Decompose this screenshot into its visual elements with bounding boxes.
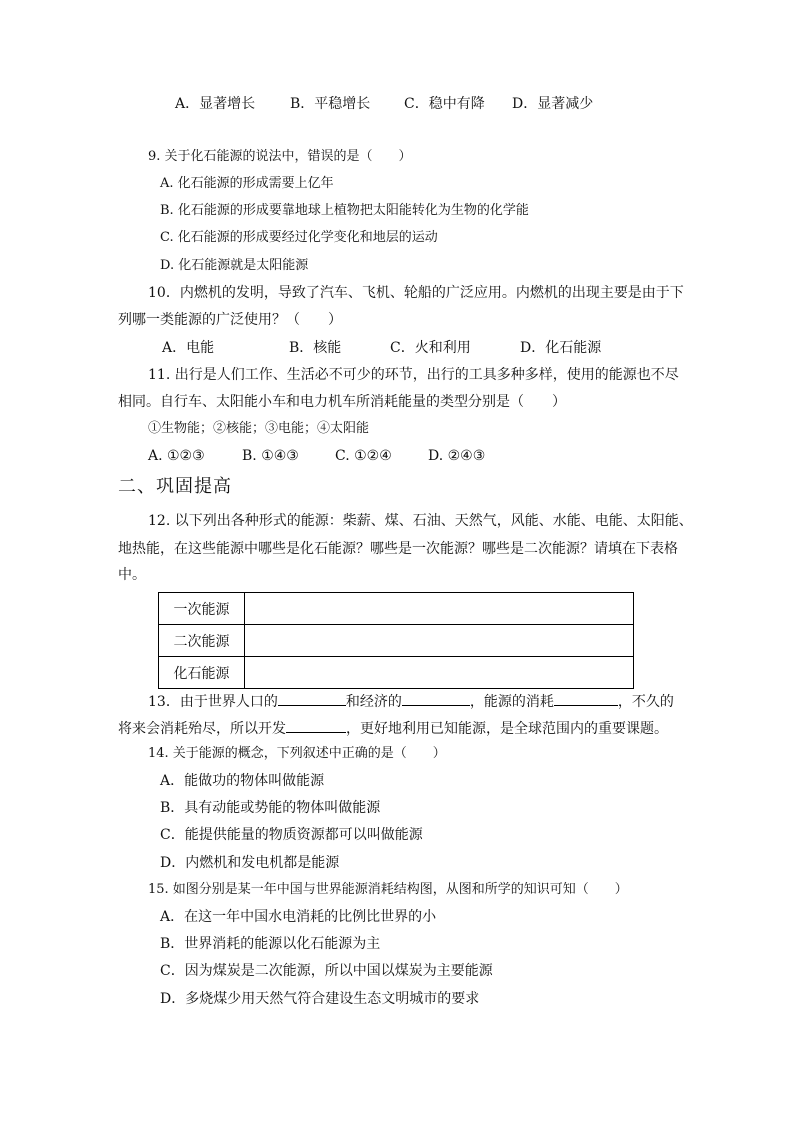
q13-part3: ，能源的消耗 bbox=[469, 694, 554, 710]
q13-blank-1[interactable] bbox=[278, 691, 346, 706]
q14-stem: 14. 关于能源的概念，下列叙述中正确的是（ ） bbox=[148, 746, 446, 761]
q15-option-d: D．多烧煤少用天然气符合建设生态文明城市的要求 bbox=[160, 991, 480, 1007]
q13-blank-4[interactable] bbox=[286, 718, 346, 733]
table-row bbox=[159, 625, 634, 657]
q15-option-b: B．世界消耗的能源以化石能源为主 bbox=[160, 936, 381, 952]
table-answer-cell[interactable] bbox=[245, 593, 634, 625]
q10-option-a: A．电能 bbox=[162, 340, 215, 356]
q8-option-d: D．显著减少 bbox=[512, 96, 594, 112]
q13-blank-3[interactable] bbox=[554, 691, 618, 706]
q14-option-c: C．能提供能量的物质资源都可以叫做能源 bbox=[160, 827, 423, 843]
q9-stem: 9. 关于化石能源的说法中，错误的是（ ） bbox=[148, 149, 412, 164]
section-heading: 二、巩固提高 bbox=[118, 476, 232, 497]
q14-option-d: D．内燃机和发电机都是能源 bbox=[160, 855, 340, 871]
q11-items: ①生物能；②核能；③电能；④太阳能 bbox=[148, 421, 370, 436]
table-row-label: 化石能源 bbox=[159, 657, 245, 689]
table-answer-cell[interactable] bbox=[245, 657, 634, 689]
q9-option-a: A. 化石能源的形成需要上亿年 bbox=[160, 176, 334, 191]
q11-option-d: D. ②④③ bbox=[428, 448, 486, 464]
q15-stem: 15. 如图分别是某一年中国与世界能源消耗结构图，从图和所学的知识可知（ ） bbox=[148, 882, 628, 897]
q8-option-c: C．稳中有降 bbox=[404, 96, 485, 112]
q13-part1: 13．由于世界人口的 bbox=[148, 694, 278, 710]
q14-option-b: B．具有动能或势能的物体叫做能源 bbox=[160, 800, 381, 816]
q8-option-a: A．显著增长 bbox=[175, 96, 256, 112]
q11-stem-line1: 11. 出行是人们工作、生活必不可少的环节，出行的工具多种多样，使用的能源也不尽 bbox=[148, 367, 679, 383]
table-row-label: 二次能源 bbox=[159, 625, 245, 657]
q10-stem-line2: 列哪一类能源的广泛使用？（ ） bbox=[118, 312, 342, 328]
q11-stem-line2: 相同。自行车、太阳能小车和电力机车所消耗能量的类型分别是（ ） bbox=[118, 394, 566, 410]
q13-line1 bbox=[148, 691, 674, 711]
q14-option-a: A．能做功的物体叫做能源 bbox=[160, 773, 325, 789]
q12-stem-line1: 12. 以下列出各种形式的能源：柴薪、煤、石油、天然气，风能、水能、电能、太阳能、 bbox=[148, 513, 693, 529]
q15-option-c: C．因为煤炭是二次能源，所以中国以煤炭为主要能源 bbox=[160, 963, 493, 979]
q10-stem-line1: 10．内燃机的发明，导致了汽车、飞机、轮船的广泛应用。内燃机的出现主要是由于下 bbox=[148, 285, 684, 301]
q10-option-b: B．核能 bbox=[289, 340, 342, 356]
q13-part4: ，不久的 bbox=[617, 694, 674, 710]
q13-line2 bbox=[118, 718, 668, 738]
q13-line2-part1: 将来会消耗殆尽，所以开发 bbox=[118, 721, 286, 737]
q9-option-c: C. 化石能源的形成要经过化学变化和地层的运动 bbox=[160, 230, 438, 245]
q13-line2-part2: ，更好地利用已知能源，是全球范围内的重要课题。 bbox=[346, 721, 668, 737]
table-row bbox=[159, 593, 634, 625]
q10-option-c: C．火和利用 bbox=[390, 340, 471, 356]
table-row-label: 一次能源 bbox=[159, 593, 245, 625]
q9-option-d: D. 化石能源就是太阳能源 bbox=[160, 258, 309, 273]
q8-option-b: B．平稳增长 bbox=[290, 96, 371, 112]
q13-blank-2[interactable] bbox=[402, 691, 470, 706]
q11-option-a: A. ①②③ bbox=[148, 448, 205, 464]
q12-stem-line2: 地热能，在这些能源中哪些是化石能源？哪些是一次能源？哪些是二次能源？请填在下表格 bbox=[118, 541, 678, 557]
q12-stem-line3: 中。 bbox=[118, 567, 146, 583]
q10-option-d: D．化石能源 bbox=[520, 340, 602, 356]
energy-table bbox=[158, 592, 634, 689]
table-row bbox=[159, 657, 634, 689]
q11-option-c: C. ①②④ bbox=[335, 448, 392, 464]
q15-option-a: A．在这一年中国水电消耗的比例比世界的小 bbox=[160, 909, 437, 925]
q13-part2: 和经济的 bbox=[345, 694, 402, 710]
table-answer-cell[interactable] bbox=[245, 625, 634, 657]
q11-option-b: B. ①④③ bbox=[242, 448, 299, 464]
q9-option-b: B. 化石能源的形成要靠地球上植物把太阳能转化为生物的化学能 bbox=[160, 203, 529, 218]
